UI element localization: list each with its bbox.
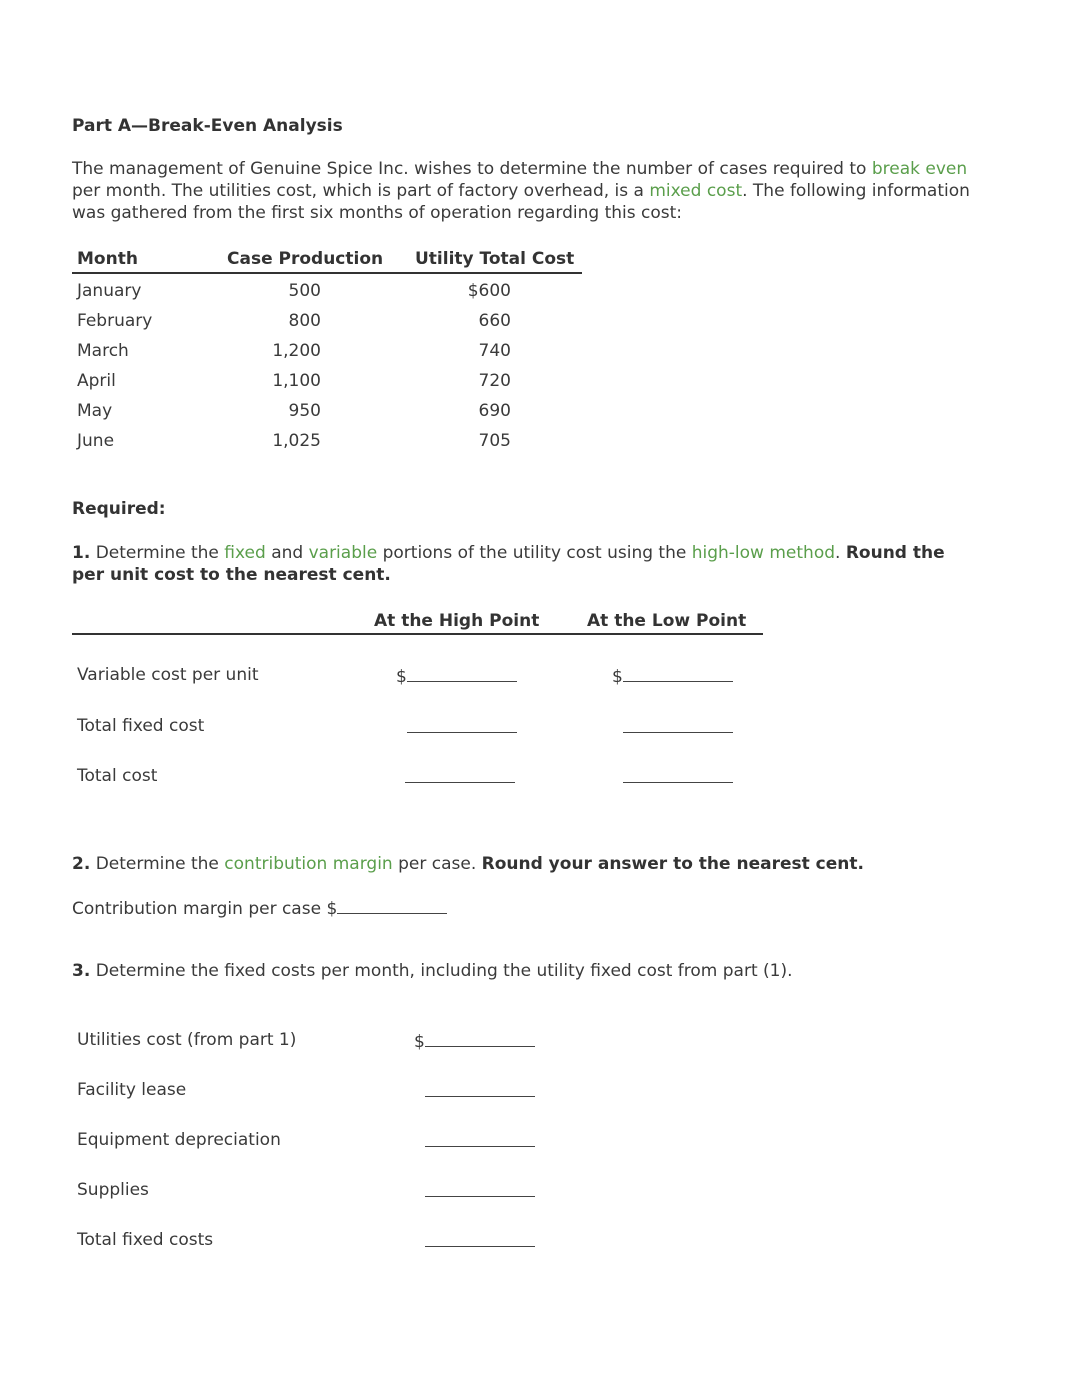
contribution-margin-row: [72, 897, 447, 919]
row-label-total-cost: Total cost: [77, 766, 158, 786]
answer-blank[interactable]: [623, 716, 733, 733]
required-heading: Required:: [72, 499, 166, 519]
answer-blank[interactable]: [405, 766, 515, 783]
contribution-margin-blank[interactable]: [337, 897, 447, 914]
intro-text-1: The management of Genuine Spice Inc. wishes to determine the number of cases required to: [72, 159, 872, 179]
month-cell: January: [77, 281, 142, 301]
q2-text-2: per case.: [392, 854, 482, 874]
header-month: Month: [77, 249, 138, 269]
row-label-total-fixed-cost: Total fixed cost: [77, 716, 205, 736]
answer-blank[interactable]: [425, 1130, 535, 1147]
q2-text-1: Determine the: [90, 854, 225, 874]
q1-text-2: and: [265, 543, 309, 563]
month-cell: June: [77, 431, 115, 451]
high-total-fixed-cost-field[interactable]: [407, 716, 517, 738]
row-label-total-fixed-costs: Total fixed costs: [77, 1230, 214, 1250]
row-label-equipment-depreciation: Equipment depreciation: [77, 1130, 281, 1150]
cases-cell: 500: [288, 281, 321, 301]
col-high-point: At the High Point: [374, 611, 540, 631]
dollar-sign: $: [414, 1032, 425, 1052]
total-fixed-costs-field[interactable]: [425, 1230, 535, 1252]
q2-rounding-instruction: Round your answer to the nearest cent.: [481, 854, 864, 874]
low-total-cost-field[interactable]: [623, 766, 733, 788]
answer-blank[interactable]: [425, 1180, 535, 1197]
col-low-point: At the Low Point: [587, 611, 747, 631]
row-label-utilities-cost: Utilities cost (from part 1): [77, 1030, 297, 1050]
cases-cell: 800: [288, 311, 321, 331]
contribution-margin-label: Contribution margin per case $: [72, 899, 338, 919]
q1-text-1: Determine the: [90, 543, 225, 563]
variable-link[interactable]: variable: [308, 543, 378, 563]
cases-cell: 1,200: [272, 341, 321, 361]
fixed-link[interactable]: fixed: [224, 543, 266, 563]
answer-blank[interactable]: [407, 716, 517, 733]
answer-blank[interactable]: [425, 1080, 535, 1097]
q3-text: Determine the fixed costs per month, including the utility fixed cost from part (1).: [90, 961, 793, 981]
question-3: [72, 961, 793, 981]
table-header-rule: [72, 272, 582, 274]
answer-blank[interactable]: [425, 1230, 535, 1247]
cases-cell: 950: [288, 401, 321, 421]
cost-cell: 690: [478, 401, 511, 421]
equipment-depreciation-field[interactable]: [425, 1130, 535, 1152]
answer-blank[interactable]: [623, 766, 733, 783]
q3-number: 3.: [72, 961, 91, 981]
answer-blank[interactable]: [407, 665, 517, 682]
q1-text-4: .: [835, 543, 846, 563]
utilities-cost-field[interactable]: [414, 1030, 535, 1052]
row-label-facility-lease: Facility lease: [77, 1080, 187, 1100]
q1-header-rule: [72, 633, 763, 635]
dollar-sign: $: [396, 667, 407, 687]
header-case-production: Case Production: [227, 249, 384, 269]
question-1: [72, 542, 972, 586]
q1-rounding-instruction: Round the per unit cost to the nearest cent.: [72, 543, 945, 585]
dollar-sign: $: [612, 667, 623, 687]
cases-cell: 1,100: [272, 371, 321, 391]
answer-blank[interactable]: [623, 665, 733, 682]
cost-cell: 720: [478, 371, 511, 391]
question-2: [72, 854, 864, 874]
supplies-field[interactable]: [425, 1180, 535, 1202]
answer-blank[interactable]: [425, 1030, 535, 1047]
q1-text-3: portions of the utility cost using the: [377, 543, 692, 563]
month-cell: February: [77, 311, 153, 331]
low-variable-cost-field[interactable]: [612, 665, 733, 687]
cost-cell: 660: [478, 311, 511, 331]
header-utility-total-cost: Utility Total Cost: [415, 249, 575, 269]
q1-number: 1.: [72, 543, 91, 563]
row-label-supplies: Supplies: [77, 1180, 149, 1200]
page-title: Part A—Break-Even Analysis: [72, 116, 343, 136]
high-variable-cost-field[interactable]: [396, 665, 517, 687]
q2-number: 2.: [72, 854, 91, 874]
intro-text-3: . The following information was gathered from the first six months of operation regarding this cost:: [72, 181, 970, 223]
low-total-fixed-cost-field[interactable]: [623, 716, 733, 738]
month-cell: April: [77, 371, 116, 391]
month-cell: May: [77, 401, 113, 421]
intro-text-2: per month. The utilities cost, which is part of factory overhead, is a: [72, 181, 650, 201]
mixed-cost-link[interactable]: mixed cost: [649, 181, 743, 201]
cost-cell: $600: [467, 281, 511, 301]
facility-lease-field[interactable]: [425, 1080, 535, 1102]
break-even-link[interactable]: break even: [871, 159, 968, 179]
cost-cell: 705: [478, 431, 511, 451]
month-cell: March: [77, 341, 129, 361]
row-label-variable-cost: Variable cost per unit: [77, 665, 259, 685]
intro-paragraph: [72, 158, 972, 224]
contribution-margin-link[interactable]: contribution margin: [224, 854, 393, 874]
high-low-method-link[interactable]: high-low method: [691, 543, 836, 563]
cost-cell: 740: [478, 341, 511, 361]
cases-cell: 1,025: [272, 431, 321, 451]
high-total-cost-field[interactable]: [405, 766, 515, 788]
